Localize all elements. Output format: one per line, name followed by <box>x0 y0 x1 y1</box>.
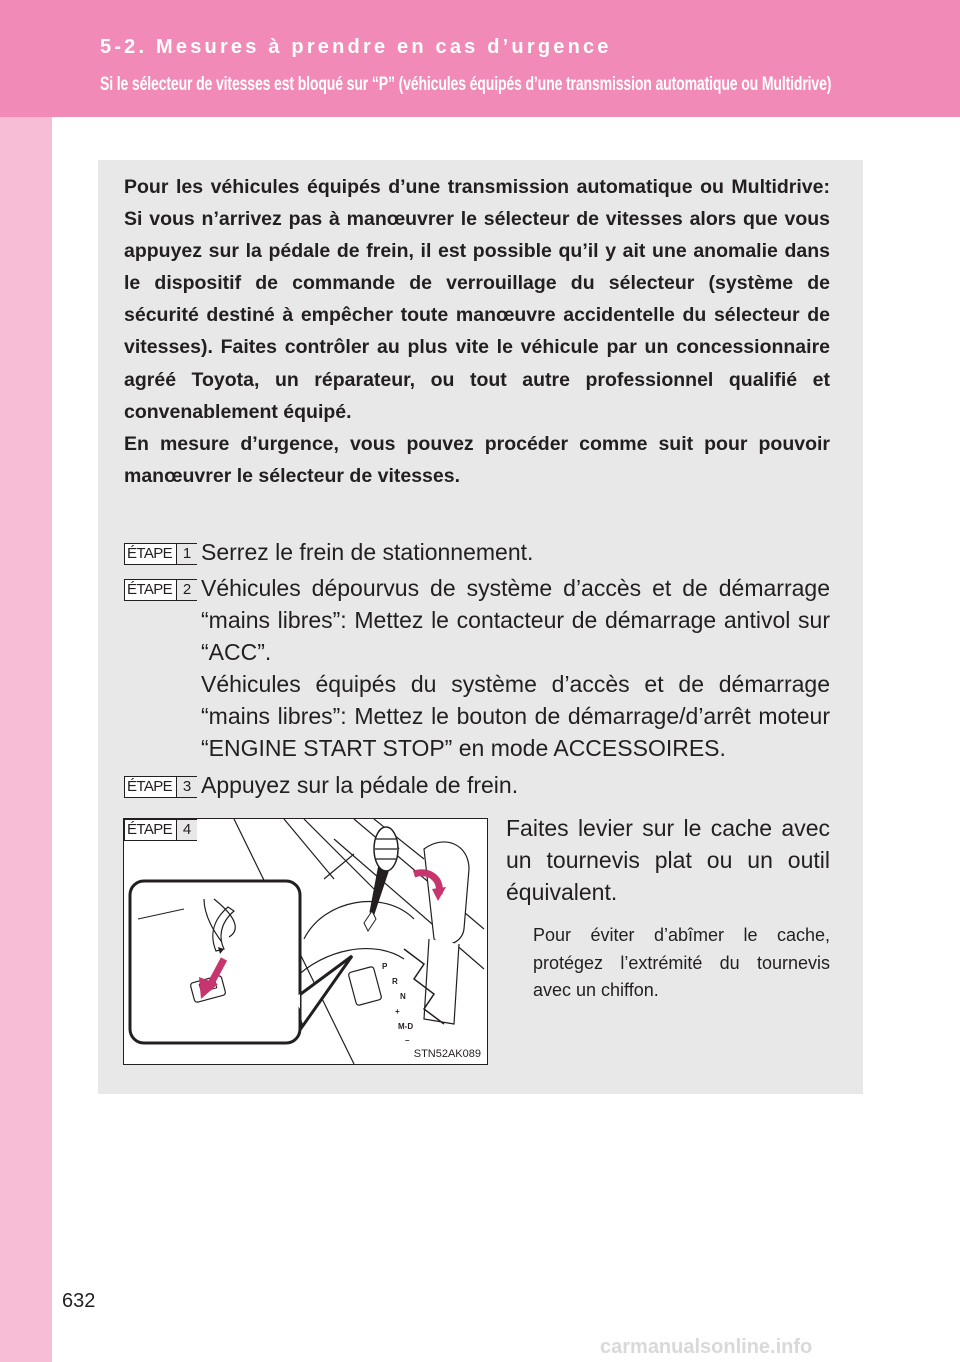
page-number: 632 <box>62 1290 96 1312</box>
gate-label-n: N <box>400 992 406 1001</box>
intro-paragraph-1: Pour les véhicules équipés d’une transmission automatique ou Multidrive: Si vous n’arrivez pas à manœuvrer le sélecteur de vitesses alors que vous appuyez sur la pédale de frein, il est possible qu’il y ait une anomalie dans le dispositif de commande de verrouillage du sélecteur (système de sécurité destiné à empêcher toute manœuvre accidentelle du sélecteur de vitesses). Faites contrôler au plus vite le véhicule par un concessionnaire agréé Toyota, un réparateur, ou tout autre professionnel qualifié et convenablement équipé. <box>124 176 830 423</box>
step-3-instruction: Appuyez sur la pédale de frein. <box>201 772 519 798</box>
step-2-label <box>124 579 197 601</box>
side-strip <box>0 117 52 1362</box>
intro-text <box>124 171 830 492</box>
step-3-label <box>124 776 197 798</box>
section-title: 5-2. Mesures à prendre en cas d’urgence <box>100 36 612 58</box>
step-1-text <box>201 536 830 568</box>
step-number: 1 <box>176 544 197 564</box>
gate-label-minus: – <box>405 1036 410 1045</box>
gate-label-plus: + <box>395 1007 400 1016</box>
step-word: ÉTAPE <box>127 821 173 838</box>
step-number: 3 <box>176 777 197 797</box>
console-drawing <box>124 819 487 1064</box>
step-number: 4 <box>176 820 197 840</box>
step-1-instruction: Serrez le frein de stationnement. <box>201 539 534 565</box>
figure-code: STN52AK089 <box>413 1048 481 1060</box>
step-2-instruction-no-smart-key: Véhicules dépourvus de système d’accès et de démarrage “mains libres”: Mettez le contacteur de démarrage antivol sur “ACC”. <box>201 575 830 666</box>
gate-label-r: R <box>392 977 398 986</box>
step-word: ÉTAPE <box>127 581 173 598</box>
step-3-text <box>201 769 830 801</box>
step-1-label <box>124 543 197 565</box>
gate-label-md: M-D <box>398 1022 414 1031</box>
zoom-callout <box>130 881 352 1043</box>
step-4-note: Pour éviter d’abîmer le cache, protégez l’extrémité du tournevis avec un chiffon. <box>533 925 830 1000</box>
step-4-label <box>124 819 197 841</box>
gate-label-p: P <box>382 962 388 971</box>
intro-paragraph-2: En mesure d’urgence, vous pouvez procéder comme suit pour pouvoir manœuvrer le sélecteur de vitesses. <box>124 432 830 487</box>
step-number: 2 <box>176 580 197 600</box>
shift-lock-illustration <box>123 818 488 1065</box>
step-word: ÉTAPE <box>127 778 173 795</box>
gate-labels <box>382 962 413 1045</box>
step-2-instruction-smart-key: Véhicules équipés du système d’accès et de démarrage “mains libres”: Mettez le bouton de démarrage/d’arrêt moteur “ENGINE START STOP” en mode ACCESSOIRES. <box>201 671 830 762</box>
step-word: ÉTAPE <box>127 545 173 562</box>
step-4-text: Faites levier sur le cache avec un tournevis plat ou un outil équivalent. <box>506 815 830 906</box>
step-2-text <box>201 572 830 765</box>
subsection-title: Si le sélecteur de vitesses est bloqué sur “P” (véhicules équipés d’une transmission automatique ou Multidrive) <box>100 74 832 95</box>
watermark: carmanualsonline.info <box>600 1336 813 1358</box>
